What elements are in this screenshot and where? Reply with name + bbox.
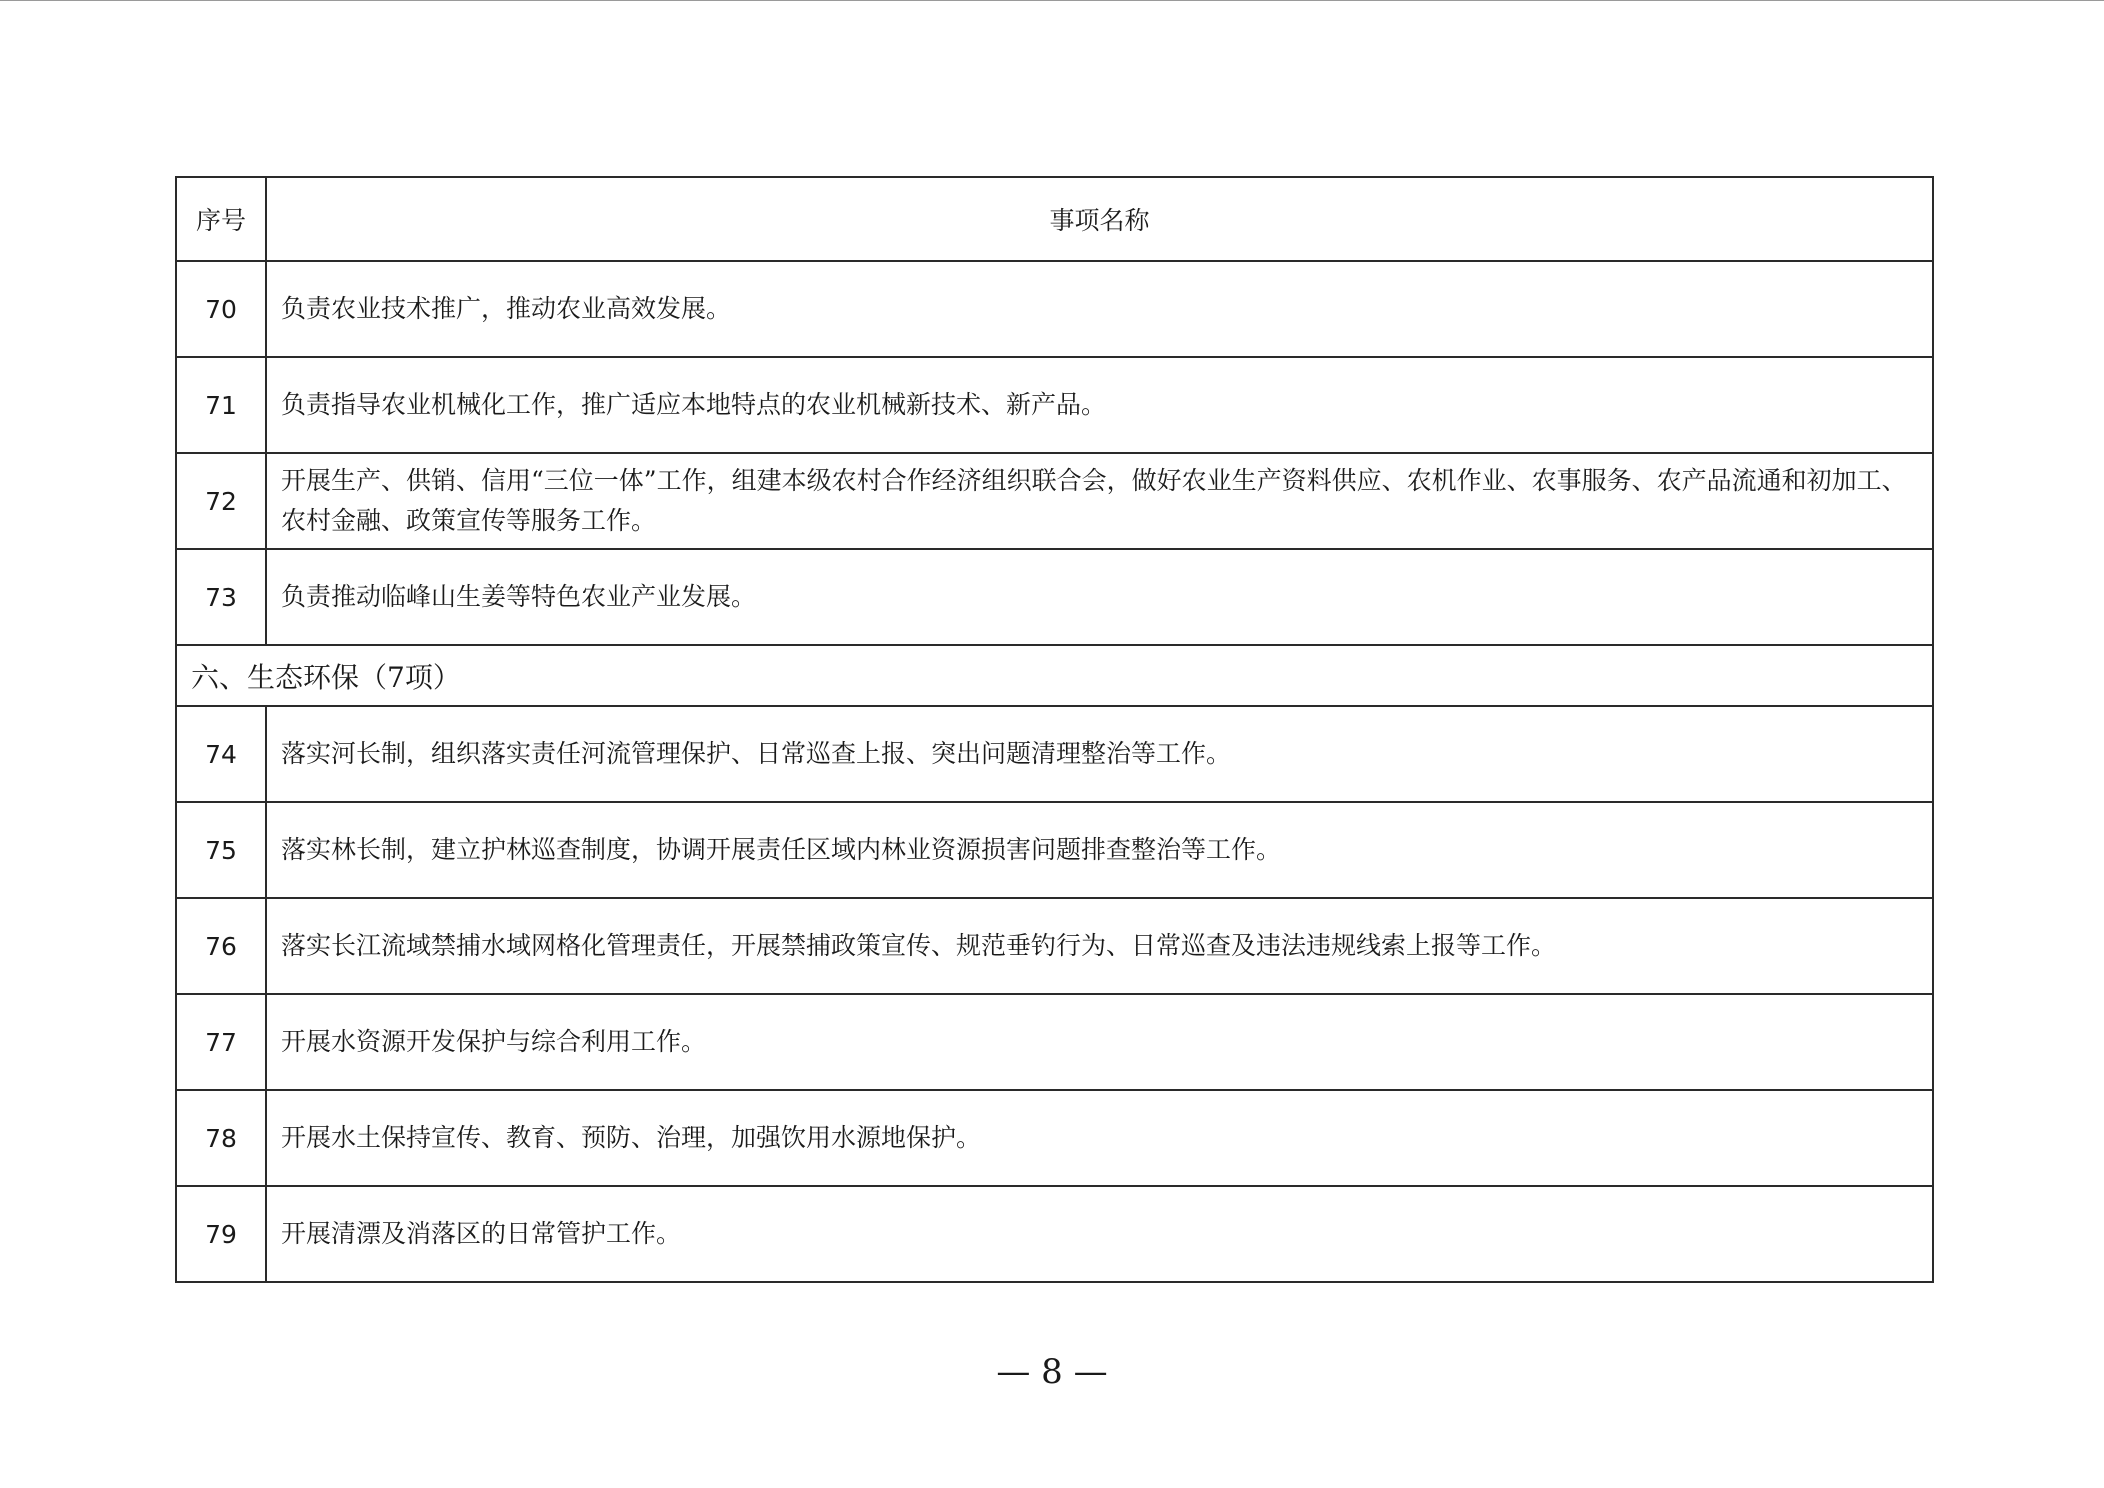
table-row [176,357,1933,453]
item-number: 71 [176,357,266,453]
item-number: 76 [176,898,266,994]
item-name: 落实长江流域禁捕水域网格化管理责任，开展禁捕政策宣传、规范垂钓行为、日常巡查及违法违规线索上报等工作。 [266,898,1933,994]
table-row [176,453,1933,549]
header-number: 序号 [176,177,266,261]
item-name: 负责指导农业机械化工作，推广适应本地特点的农业机械新技术、新产品。 [266,357,1933,453]
table-header-row [176,177,1933,261]
item-number: 78 [176,1090,266,1186]
section-heading-row [176,645,1933,706]
item-name: 开展清漂及消落区的日常管护工作。 [266,1186,1933,1282]
item-name: 开展水土保持宣传、教育、预防、治理，加强饮用水源地保护。 [266,1090,1933,1186]
item-number: 70 [176,261,266,357]
items-table [175,176,1934,1283]
page-number: — 8 — [996,1352,1108,1392]
item-number: 74 [176,706,266,802]
item-name: 负责推动临峰山生姜等特色农业产业发展。 [266,549,1933,645]
table-row [176,706,1933,802]
item-number: 72 [176,453,266,549]
table-row [176,898,1933,994]
table-row [176,802,1933,898]
table-row [176,1090,1933,1186]
item-number: 77 [176,994,266,1090]
item-number: 79 [176,1186,266,1282]
item-name: 落实河长制，组织落实责任河流管理保护、日常巡查上报、突出问题清理整治等工作。 [266,706,1933,802]
item-name: 负责农业技术推广，推动农业高效发展。 [266,261,1933,357]
header-name: 事项名称 [266,177,1933,261]
table-row [176,994,1933,1090]
item-name: 开展生产、供销、信用“三位一体”工作，组建本级农村合作经济组织联合会，做好农业生产资料供应、农机作业、农事服务、农产品流通和初加工、农村金融、政策宣传等服务工作。 [266,453,1933,549]
table-row [176,549,1933,645]
item-number: 73 [176,549,266,645]
item-name: 开展水资源开发保护与综合利用工作。 [266,994,1933,1090]
item-number: 75 [176,802,266,898]
table-row [176,1186,1933,1282]
page-top-border [0,0,2104,1]
item-name: 落实林长制，建立护林巡查制度，协调开展责任区域内林业资源损害问题排查整治等工作。 [266,802,1933,898]
section-heading: 六、生态环保（7项） [176,645,1933,706]
table-row [176,261,1933,357]
